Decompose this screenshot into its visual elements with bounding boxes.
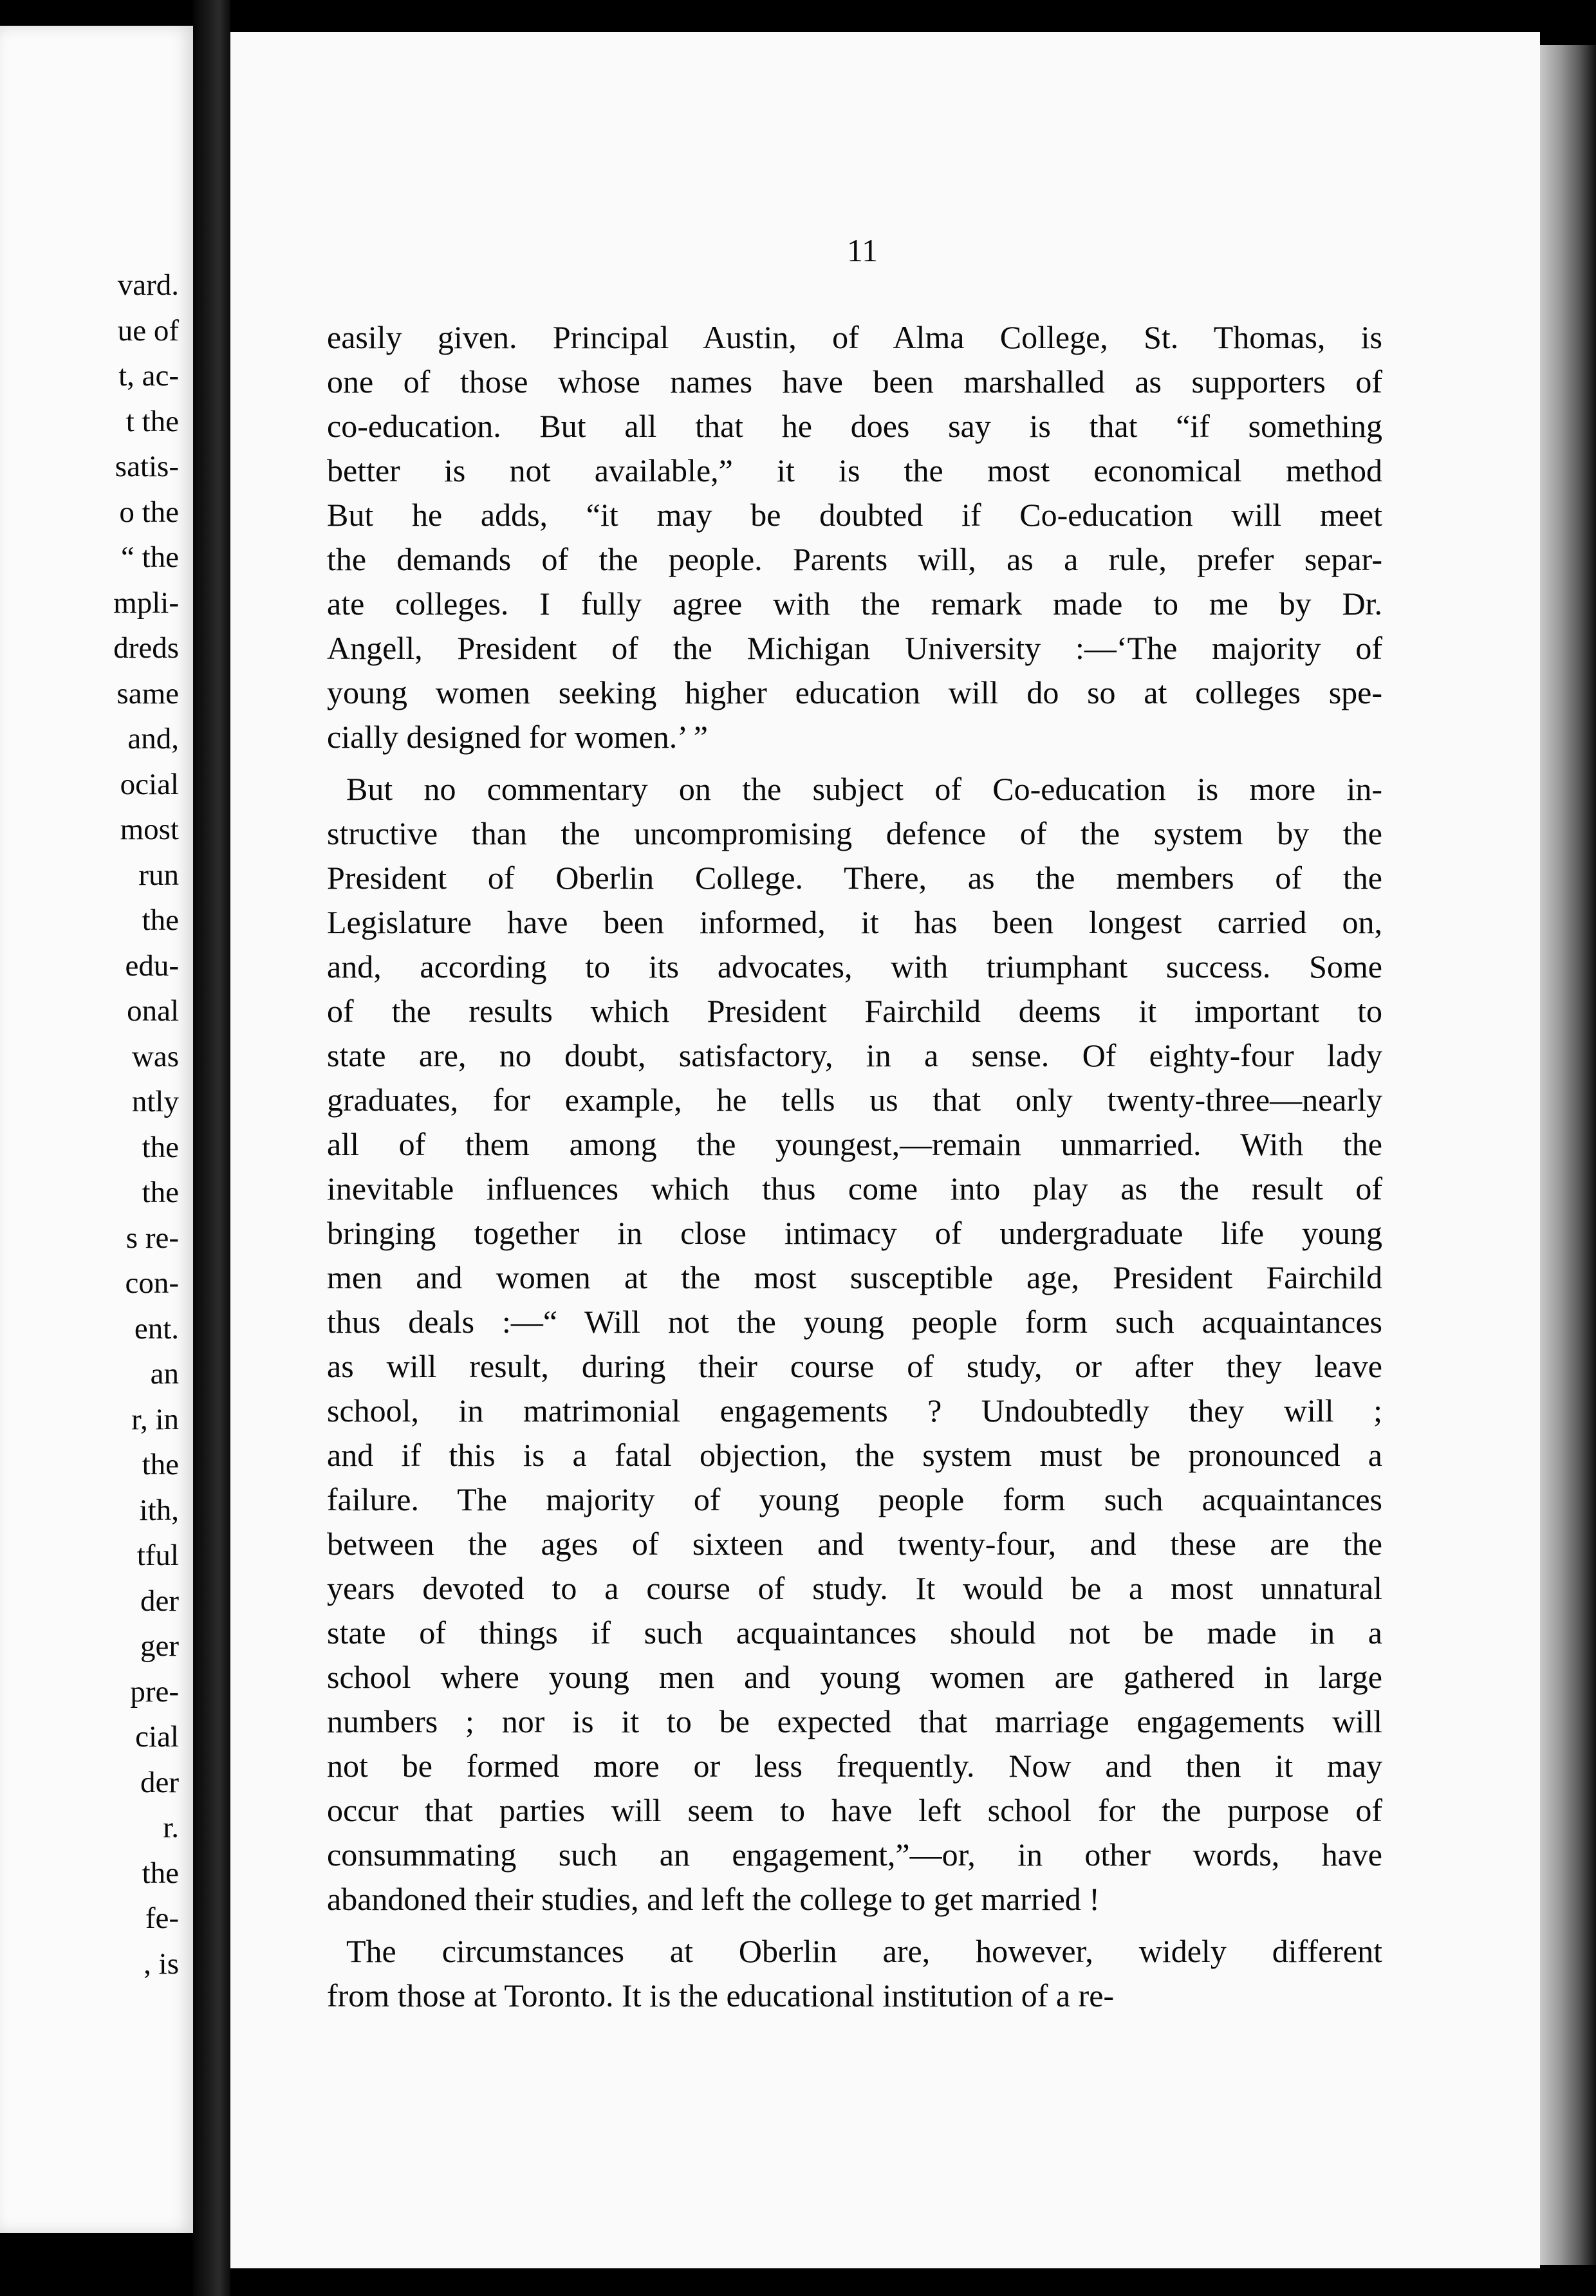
left-page-line-fragment: onal xyxy=(127,994,179,1028)
left-page-line-fragment: dreds xyxy=(113,631,179,665)
left-page-line-fragment: r. xyxy=(163,1811,179,1844)
text-line: inevitable influences which thus come into play as the result of xyxy=(327,1171,1382,1207)
book-gutter xyxy=(193,0,230,2296)
text-line: thus deals :—“ Will not the young people form such acquaintances xyxy=(327,1304,1382,1340)
left-page-line-fragment: r, in xyxy=(131,1402,179,1436)
left-page-line-fragment: con- xyxy=(125,1266,179,1300)
left-page-line-fragment: ent. xyxy=(134,1311,179,1346)
body-text xyxy=(327,315,1382,2018)
left-page-line-fragment: the xyxy=(142,1130,179,1164)
text-line: But no commentary on the subject of Co-education is more in- xyxy=(346,771,1382,807)
paragraph xyxy=(327,315,1382,759)
left-page-line-fragment: the xyxy=(142,1448,179,1481)
text-line: better is not available,” it is the most economical method xyxy=(327,452,1382,488)
left-page-line-fragment: o the xyxy=(119,495,179,529)
text-line: ate colleges. I fully agree with the remark made to me by Dr. xyxy=(327,586,1382,622)
left-page-line-fragment: t, ac- xyxy=(118,359,179,393)
left-page xyxy=(0,26,193,2233)
left-page-line-fragment: the xyxy=(142,1176,179,1209)
text-line: failure. The majority of young people form such acquaintances xyxy=(327,1481,1382,1517)
paragraph xyxy=(327,767,1382,1921)
text-line: graduates, for example, he tells us that only twenty-three—nearly xyxy=(327,1082,1382,1118)
left-page-line-fragment: cial xyxy=(135,1720,179,1754)
text-line: state are, no doubt, satisfactory, in a sense. Of eighty-four lady xyxy=(327,1037,1382,1073)
text-line: abandoned their studies, and left the college to get married ! xyxy=(327,1881,1100,1917)
text-line: from those at Toronto. It is the educational institution of a re- xyxy=(327,1977,1115,2014)
text-line: young women seeking higher education will do so at colleges spe- xyxy=(327,674,1382,710)
text-line: structive than the uncompromising defence of the system by the xyxy=(327,815,1382,851)
text-line: of the results which President Fairchild deems it important to xyxy=(327,993,1382,1029)
left-page-line-fragment: ue of xyxy=(117,313,179,347)
left-page-line-fragment: edu- xyxy=(125,949,179,983)
left-page-line-fragment: satis- xyxy=(115,450,179,483)
left-page-line-fragment: an xyxy=(150,1357,179,1391)
text-line: years devoted to a course of study. It would be a most unnatural xyxy=(327,1570,1382,1606)
left-page-line-fragment: mpli- xyxy=(113,586,179,620)
text-line: not be formed more or less frequently. Now and then it may xyxy=(327,1748,1382,1784)
text-line: consummating such an engagement,”—or, in other words, have xyxy=(327,1837,1382,1873)
left-page-line-fragment: run xyxy=(138,858,179,892)
text-line: The circumstances at Oberlin are, however, widely different xyxy=(346,1933,1382,1969)
text-line: state of things if such acquaintances should not be made in a xyxy=(327,1615,1382,1651)
left-page-line-fragment: most xyxy=(120,813,179,846)
text-line: cially designed for women.’ ” xyxy=(327,719,708,755)
page-number: 11 xyxy=(847,232,878,268)
left-page-line-fragment: ocial xyxy=(120,767,179,801)
text-line: men and women at the most susceptible age, President Fairchild xyxy=(327,1259,1382,1295)
left-page-line-fragment: ger xyxy=(140,1629,179,1663)
text-line: But he adds, “it may be doubted if Co-education will meet xyxy=(327,497,1382,533)
text-line: co-education. But all that he does say is that “if something xyxy=(327,408,1382,444)
left-page-line-fragment: pre- xyxy=(130,1674,179,1708)
text-line: President of Oberlin College. There, as the members of the xyxy=(327,860,1382,896)
left-page-line-fragment: der xyxy=(140,1765,179,1799)
left-page-line-fragment: the xyxy=(142,1856,179,1890)
text-line: and, according to its advocates, with triumphant success. Some xyxy=(327,949,1382,985)
left-page-line-fragment: der xyxy=(140,1584,179,1618)
left-page-line-fragment: the xyxy=(142,903,179,937)
text-line: the demands of the people. Parents will, as a rule, prefer separ- xyxy=(327,541,1382,577)
right-page xyxy=(230,32,1540,2268)
paragraph xyxy=(327,1929,1382,2018)
text-line: school, in matrimonial engagements ? Undoubtedly they will ; xyxy=(327,1393,1382,1429)
left-page-line-fragment: “ the xyxy=(120,541,179,574)
left-page-line-fragment: vard. xyxy=(117,268,179,302)
text-line: numbers ; nor is it to be expected that marriage engagements will xyxy=(327,1703,1382,1739)
page-edge xyxy=(1540,45,1596,2265)
text-line: between the ages of sixteen and twenty-four, and these are the xyxy=(327,1526,1382,1562)
left-page-line-fragment: same xyxy=(116,676,179,710)
left-page-line-fragment: ith, xyxy=(139,1493,179,1527)
text-line: occur that parties will seem to have left school for the purpose of xyxy=(327,1792,1382,1828)
left-page-line-fragment: and, xyxy=(127,722,179,755)
text-line: all of them among the youngest,—remain unmarried. With the xyxy=(327,1126,1382,1162)
text-line: Legislature have been informed, it has been longest carried on, xyxy=(327,904,1382,940)
left-page-line-fragment: ntly xyxy=(131,1085,179,1118)
left-page-line-fragment: was xyxy=(131,1039,179,1073)
left-page-line-fragment: s re- xyxy=(125,1221,179,1255)
text-line: as will result, during their course of study, or after they leave xyxy=(327,1348,1382,1384)
text-line: easily given. Principal Austin, of Alma College, St. Thomas, is xyxy=(327,319,1382,355)
text-line: school where young men and young women are gathered in large xyxy=(327,1659,1382,1695)
text-line: bringing together in close intimacy of undergraduate life young xyxy=(327,1215,1382,1251)
left-page-line-fragment: fe- xyxy=(145,1902,179,1935)
text-line: and if this is a fatal objection, the system must be pronounced a xyxy=(327,1437,1382,1473)
left-page-line-fragment: , is xyxy=(144,1947,179,1981)
left-page-line-fragment: t the xyxy=(125,404,179,438)
left-page-line-fragment: tful xyxy=(136,1539,179,1572)
text-line: Angell, President of the Michigan University :—‘The majority of xyxy=(327,630,1382,666)
text-line: one of those whose names have been marshalled as supporters of xyxy=(327,364,1382,400)
